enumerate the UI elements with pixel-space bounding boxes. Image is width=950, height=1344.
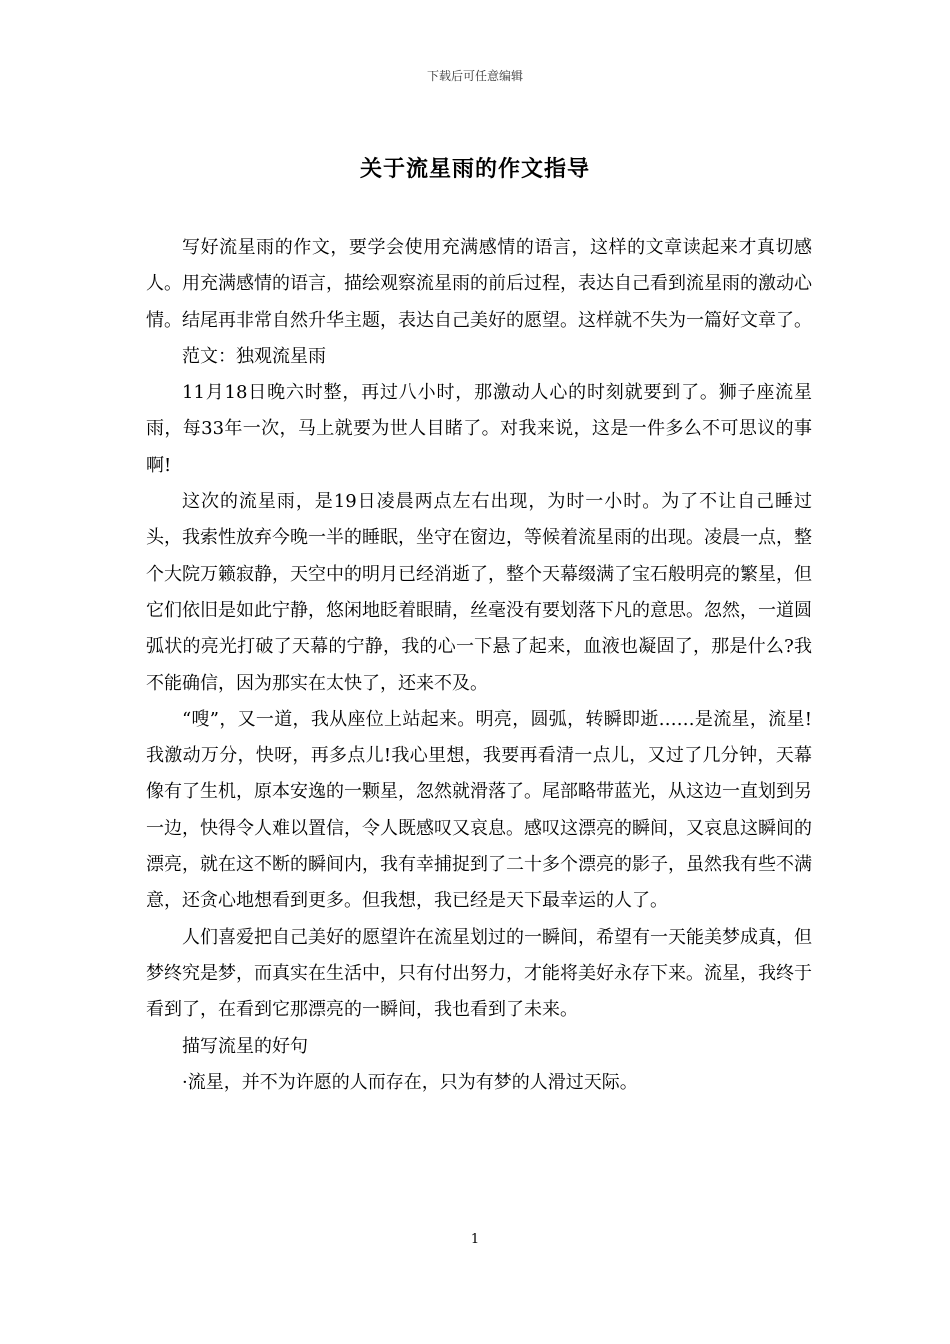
page-number: 1 [470, 1232, 480, 1247]
essay-paragraph: “嗖”，又一道，我从座位上站起来。明亮，圆弧，转瞬即逝……是流星，流星!我激动万分，快呀，再多点儿!我心里想，我要再看清一点儿，又过了几分钟，天幕像有了生机，原本安逸的一颗星，忽然就滑落了。尾部略带蓝光，从这边一直划到另一边，快得令人难以置信，令人既感叹又哀息。感叹这漂亮的瞬间，又哀息这瞬间的漂亮，就在这不断的瞬间内，我有幸捕捉到了二十多个漂亮的影子，虽然我有些不满意，还贪心地想看到更多。但我想，我已经是天下最幸运的人了。 [146, 708, 812, 912]
essay-paragraph: 11月18日晚六时整，再过八小时，那激动人心的时刻就要到了。狮子座流星雨，每33年一次，马上就要为世人目睹了。对我来说，这是一件多么不可思议的事啊! [146, 382, 812, 476]
document-title: 关于流星雨的作文指导 [359, 156, 590, 182]
intro-paragraph: 写好流星雨的作文，要学会使用充满感情的语言，这样的文章读起来才真切感人。用充满感情的语言，描绘观察流星雨的前后过程，表达自己看到流星雨的激动心情。结尾再非常自然升华主题，表达自己美好的愿望。这样就不失为一篇好文章了。 [146, 237, 812, 331]
good-sentence-item: ·流星，并不为许愿的人而存在，只为有梦的人滑过天际。 [182, 1071, 638, 1093]
good-sentences-heading: 描写流星的好句 [182, 1035, 308, 1057]
essay-paragraph: 人们喜爱把自己美好的愿望许在流星划过的一瞬间，希望有一天能美梦成真，但梦终究是梦，而真实在生活中，只有付出努力，才能将美好永存下来。流星，我终于看到了，在看到它那漂亮的一瞬间，我也看到了未来。 [146, 926, 812, 1021]
sample-essay-heading: 范文：独观流星雨 [182, 345, 326, 367]
document-body [146, 230, 812, 1101]
page-header-note: 下载后可任意编辑 [426, 69, 523, 83]
essay-paragraph: 这次的流星雨，是19日凌晨两点左右出现，为时一小时。为了不让自己睡过头，我索性放弃今晚一半的睡眠，坐守在窗边，等候着流星雨的出现。凌晨一点，整个大院万籁寂静，天空中的明月已经消逝了，整个天幕缀满了宝石般明亮的繁星，但它们依旧是如此宁静，悠闲地眨着眼睛，丝毫没有要划落下凡的意思。忽然，一道圆弧状的亮光打破了天幕的宁静，我的心一下悬了起来，血液也凝固了，那是什么?我不能确信，因为那实在太快了，还来不及。 [146, 491, 812, 694]
